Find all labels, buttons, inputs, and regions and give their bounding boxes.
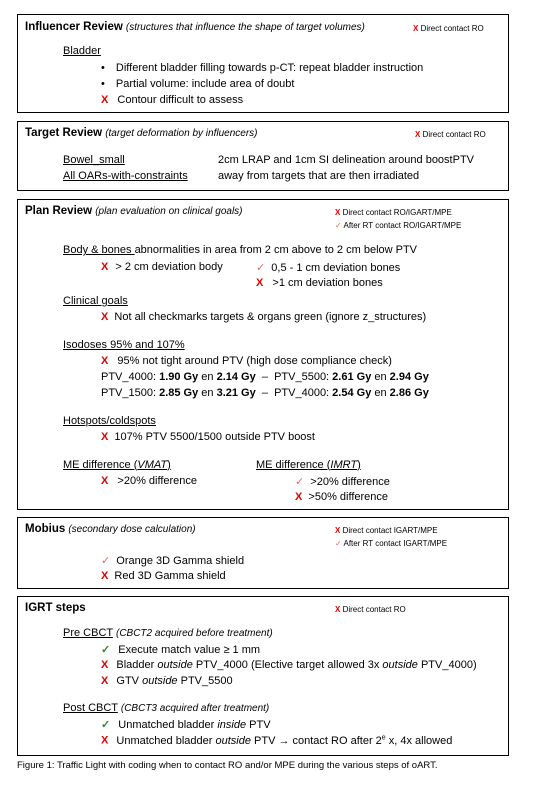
oars-text: away from targets that are then irradiated [218, 170, 420, 182]
list-item: X >1 cm deviation bones [256, 277, 383, 289]
target-review-box [17, 121, 509, 191]
plan-header [25, 205, 243, 217]
mobius-title: Mobius [25, 523, 66, 535]
list-item: X GTV outside PTV_5500 [101, 675, 233, 687]
list-item: ✓ Execute match value ≥ 1 mm [101, 644, 261, 656]
list-item: • Partial volume: include area of doubt [101, 78, 295, 90]
target-header [25, 127, 257, 139]
mobius-note-1: X Direct contact IGART/MPE [335, 526, 438, 535]
isodose-line-1: PTV_4000: 1.90 Gy en 2.14 Gy – PTV_5500: 2.61 Gy en 2.94 Gy [101, 371, 429, 383]
hotspots-heading: Hotspots/coldspots [63, 415, 156, 427]
isodoses-heading: Isodoses 95% and 107% [63, 339, 185, 351]
cross-icon: X [415, 130, 421, 139]
mobius-subtitle: (secondary dose calculation) [68, 524, 196, 535]
oars-label: All OARs-with-constraints [63, 170, 188, 182]
cross-icon: X [101, 311, 109, 323]
plan-title: Plan Review [25, 205, 93, 217]
mobius-box [17, 517, 509, 589]
cross-icon: X [101, 659, 109, 671]
post-cbct-heading: Post CBCT (CBCT3 acquired after treatment) [63, 702, 270, 714]
bowel-small-label: Bowel_small [63, 154, 125, 166]
list-item: ✓ 0,5 - 1 cm deviation bones [256, 262, 401, 274]
plan-subtitle: (plan evaluation on clinical goals) [95, 206, 243, 217]
list-item: X >20% difference [101, 475, 198, 487]
igrt-note: X Direct contact RO [335, 605, 406, 614]
target-subtitle: (target deformation by influencers) [105, 128, 258, 139]
list-item: X Bladder outside PTV_4000 (Elective target allowed 3x outside PTV_4000) [101, 659, 477, 671]
cross-icon: X [101, 675, 109, 687]
igrt-title: IGRT steps [25, 602, 86, 614]
figure-caption: Figure 1: Traffic Light with coding when to contact RO and/or MPE during the various steps of oART. [17, 760, 438, 771]
cross-icon: X [335, 208, 341, 217]
cross-icon: X [101, 261, 109, 273]
target-note: X Direct contact RO [415, 130, 486, 139]
list-item: ✓ >20% difference [295, 476, 390, 488]
target-title: Target Review [25, 127, 103, 139]
check-icon: ✓ [101, 555, 111, 567]
cross-icon: X [295, 491, 303, 503]
plan-note-2: ✓ After RT contact RO/IGART/MPE [335, 221, 462, 230]
list-item: X > 2 cm deviation body [101, 261, 223, 273]
igrt-header [25, 602, 86, 614]
influencer-subtitle: (structures that influence the shape of target volumes) [125, 22, 365, 33]
mobius-header [25, 523, 196, 535]
list-item: • Different bladder filling towards p-CT: repeat bladder instruction [101, 62, 424, 74]
bladder-heading: Bladder [63, 45, 101, 57]
list-item: X 95% not tight around PTV (high dose compliance check) [101, 355, 392, 367]
bullet-icon: • [101, 62, 105, 74]
influencer-note: X Direct contact RO [413, 24, 484, 33]
bullet-icon: • [101, 78, 105, 90]
cross-icon: X [101, 734, 109, 747]
check-icon: ✓ [101, 644, 111, 656]
list-item: ✓ Unmatched bladder inside PTV [101, 719, 271, 731]
influencer-review-box [17, 14, 509, 113]
isodose-line-2: PTV_1500: 2.85 Gy en 3.21 Gy – PTV_4000: 2.54 Gy en 2.86 Gy [101, 387, 429, 399]
plan-review-box [17, 199, 509, 510]
mobius-note-2: ✓ After RT contact IGART/MPE [335, 539, 448, 548]
influencer-header [25, 21, 365, 33]
cross-icon: X [335, 526, 341, 535]
me-imrt-heading: ME difference (IMRT) [256, 459, 361, 471]
list-item: ✓ Orange 3D Gamma shield [101, 555, 245, 567]
list-item: X 107% PTV 5500/1500 outside PTV boost [101, 431, 315, 443]
list-item: X Not all checkmarks targets & organs green (ignore z_structures) [101, 311, 427, 323]
cross-icon: X [101, 475, 109, 487]
cross-icon: X [101, 94, 109, 106]
plan-note-1: X Direct contact RO/IGART/MPE [335, 208, 452, 217]
list-item: X Contour difficult to assess [101, 94, 244, 106]
list-item: X Red 3D Gamma shield [101, 570, 226, 582]
check-icon: ✓ [295, 476, 305, 488]
list-item: X >50% difference [295, 491, 389, 503]
bowel-small-text: 2cm LRAP and 1cm SI delineation around boostPTV [218, 154, 475, 166]
igrt-box [17, 596, 509, 756]
me-vmat-heading: ME difference (VMAT) [63, 459, 171, 471]
check-icon: ✓ [335, 539, 342, 548]
influencer-title: Influencer Review [25, 21, 123, 33]
check-icon: ✓ [335, 221, 342, 230]
list-item: X Unmatched bladder outside PTV → contact RO after 2e x, 4x allowed [101, 734, 453, 747]
check-icon: ✓ [101, 719, 111, 731]
cross-icon: X [256, 277, 264, 289]
check-icon: ✓ [256, 262, 266, 274]
body-bones-heading: Body & bones abnormalities in area from 2 cm above to 2 cm below PTV [63, 244, 418, 256]
clinical-goals-heading: Clinical goals [63, 295, 128, 307]
cross-icon: X [101, 431, 109, 443]
cross-icon: X [101, 355, 109, 367]
cross-icon: X [335, 605, 341, 614]
pre-cbct-heading: Pre CBCT (CBCT2 acquired before treatment) [63, 627, 273, 639]
cross-icon: X [413, 24, 419, 33]
cross-icon: X [101, 570, 109, 582]
